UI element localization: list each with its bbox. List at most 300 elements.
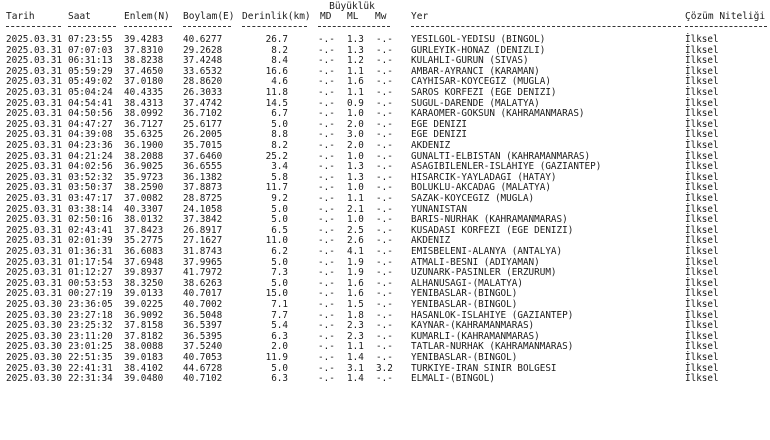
cell-derinlik: 16.6 — [265, 65, 288, 77]
cell-derinlik: 4.6 — [271, 76, 288, 88]
cell-boylam: 40.7053 — [183, 352, 223, 363]
cell-saat: 04:23:36 — [68, 140, 113, 151]
cell-yer: TURKIYE-IRAN SINIR BOLGESI — [411, 362, 557, 374]
cell-ml: 1.3 — [347, 34, 364, 45]
cell-tarih: 2025.03.30 — [6, 352, 62, 363]
cell-boylam: 26.2005 — [183, 129, 223, 141]
cell-boylam: 37.8873 — [183, 182, 223, 194]
cell-derinlik: 6.2 — [271, 246, 288, 257]
cell-cozum: İlksel — [685, 299, 719, 310]
cell-enlem: 38.8238 — [124, 55, 164, 67]
cell-yer: YENIBASLAR-(BINGOL) — [411, 299, 518, 310]
cell-enlem: 36.6083 — [124, 246, 164, 257]
cell-ml: 1.3 — [347, 161, 364, 173]
header-md: MD — [320, 11, 332, 22]
cell-derinlik: 25.2 — [265, 150, 288, 162]
cell-enlem: 35.6325 — [124, 129, 164, 141]
cell-derinlik: 5.0 — [271, 277, 288, 289]
cell-saat: 04:50:56 — [68, 108, 113, 120]
cell-cozum: İlksel — [685, 256, 719, 268]
cell-saat: 04:54:41 — [68, 97, 113, 109]
cell-mw: -.- — [376, 44, 393, 56]
cell-md: -.- — [318, 34, 335, 45]
cell-cozum: İlksel — [685, 118, 719, 130]
cell-ml: 1.6 — [347, 277, 364, 289]
cell-yer: ALHANUSAGI-(MALATYA) — [411, 277, 523, 289]
cell-tarih: 2025.03.31 — [6, 171, 62, 183]
header-divider-enlem — [124, 26, 172, 27]
cell-saat: 01:17:54 — [68, 256, 113, 268]
cell-boylam: 36.5395 — [183, 330, 223, 342]
cell-yer: HASANLOK-ISLAHIYE (GAZIANTEP) — [411, 309, 574, 321]
cell-cozum: İlksel — [685, 108, 719, 120]
cell-mw: -.- — [376, 309, 393, 321]
cell-tarih: 2025.03.31 — [6, 108, 62, 120]
cell-cozum: İlksel — [685, 214, 719, 226]
cell-tarih: 2025.03.31 — [6, 224, 62, 236]
cell-cozum: İlksel — [685, 97, 719, 109]
cell-boylam: 36.6555 — [183, 161, 223, 173]
cell-mw: -.- — [376, 299, 393, 310]
cell-md: -.- — [318, 129, 335, 141]
cell-boylam: 40.7102 — [183, 373, 223, 385]
cell-boylam: 31.8743 — [183, 246, 223, 257]
cell-mw: -.- — [376, 55, 393, 67]
cell-saat: 04:47:27 — [68, 118, 113, 130]
cell-boylam: 37.9965 — [183, 256, 223, 268]
cell-md: -.- — [318, 203, 335, 215]
cell-cozum: İlksel — [685, 182, 719, 194]
cell-md: -.- — [318, 352, 335, 363]
cell-ml: 1.6 — [347, 76, 364, 88]
cell-boylam: 36.7102 — [183, 108, 223, 120]
cell-mw: -.- — [376, 118, 393, 130]
cell-md: -.- — [318, 373, 335, 385]
cell-md: -.- — [318, 362, 335, 374]
cell-derinlik: 2.0 — [271, 341, 288, 353]
cell-saat: 05:59:29 — [68, 65, 113, 77]
cell-derinlik: 6.7 — [271, 108, 288, 120]
cell-boylam: 35.7015 — [183, 140, 223, 151]
header-cozum: Çözüm Niteliği — [685, 11, 766, 22]
cell-ml: 2.0 — [347, 118, 364, 130]
cell-derinlik: 26.7 — [265, 34, 288, 45]
cell-cozum: İlksel — [685, 277, 719, 289]
cell-md: -.- — [318, 224, 335, 236]
cell-md: -.- — [318, 299, 335, 310]
cell-yer: ELMALI-(BINGOL) — [411, 373, 495, 385]
cell-md: -.- — [318, 87, 335, 98]
cell-tarih: 2025.03.31 — [6, 235, 62, 247]
cell-enlem: 36.9092 — [124, 309, 164, 321]
cell-saat: 04:39:08 — [68, 129, 113, 141]
cell-derinlik: 5.0 — [271, 203, 288, 215]
cell-derinlik: 7.7 — [271, 309, 288, 321]
cell-mw: -.- — [376, 341, 393, 353]
header-divider-buyukluk — [318, 26, 390, 27]
cell-saat: 23:25:32 — [68, 320, 113, 332]
cell-mw: -.- — [376, 108, 393, 120]
cell-yer: ATMALI-BESNI (ADIYAMAN) — [411, 256, 540, 268]
cell-boylam: 24.1058 — [183, 203, 223, 215]
cell-saat: 23:27:18 — [68, 309, 113, 321]
cell-cozum: İlksel — [685, 362, 719, 374]
cell-yer: KULAHLI-GURUN (SIVAS) — [411, 55, 529, 67]
cell-derinlik: 6.3 — [271, 373, 288, 385]
cell-enlem: 38.3250 — [124, 277, 164, 289]
cell-cozum: İlksel — [685, 288, 719, 300]
cell-tarih: 2025.03.31 — [6, 129, 62, 141]
cell-ml: 1.0 — [347, 214, 364, 226]
cell-saat: 01:12:27 — [68, 267, 113, 279]
cell-md: -.- — [318, 161, 335, 173]
cell-derinlik: 5.0 — [271, 256, 288, 268]
cell-cozum: İlksel — [685, 352, 719, 363]
cell-tarih: 2025.03.31 — [6, 256, 62, 268]
cell-enlem: 39.8937 — [124, 267, 164, 279]
cell-saat: 07:07:03 — [68, 44, 113, 56]
cell-md: -.- — [318, 277, 335, 289]
cell-saat: 23:36:05 — [68, 299, 113, 310]
cell-cozum: İlksel — [685, 76, 719, 88]
cell-derinlik: 8.2 — [271, 44, 288, 56]
cell-boylam: 37.5240 — [183, 341, 223, 353]
header-divider-saat — [68, 26, 116, 27]
cell-tarih: 2025.03.31 — [6, 267, 62, 279]
cell-boylam: 25.6177 — [183, 118, 223, 130]
cell-tarih: 2025.03.31 — [6, 76, 62, 88]
cell-cozum: İlksel — [685, 129, 719, 141]
cell-md: -.- — [318, 235, 335, 247]
cell-mw: -.- — [376, 288, 393, 300]
cell-boylam: 33.6532 — [183, 65, 223, 77]
cell-enlem: 37.4650 — [124, 65, 164, 77]
header-derinlik: Derinlik(km) — [242, 11, 311, 22]
cell-mw: -.- — [376, 140, 393, 151]
cell-md: -.- — [318, 76, 335, 88]
cell-cozum: İlksel — [685, 55, 719, 67]
cell-mw: -.- — [376, 246, 393, 257]
cell-md: -.- — [318, 108, 335, 120]
cell-enlem: 40.4335 — [124, 87, 164, 98]
cell-mw: -.- — [376, 97, 393, 109]
cell-cozum: İlksel — [685, 140, 719, 151]
cell-enlem: 38.0088 — [124, 341, 164, 353]
header-ml: ML — [347, 11, 359, 22]
cell-mw: -.- — [376, 256, 393, 268]
cell-enlem: 39.0225 — [124, 299, 164, 310]
cell-mw: -.- — [376, 203, 393, 215]
cell-yer: YUNANISTAN — [411, 203, 467, 215]
cell-enlem: 36.1900 — [124, 140, 164, 151]
cell-boylam: 29.2628 — [183, 44, 223, 56]
cell-derinlik: 5.0 — [271, 118, 288, 130]
cell-tarih: 2025.03.31 — [6, 140, 62, 151]
cell-ml: 1.3 — [347, 171, 364, 183]
cell-enlem: 36.7127 — [124, 118, 164, 130]
cell-mw: -.- — [376, 161, 393, 173]
cell-md: -.- — [318, 97, 335, 109]
cell-mw: -.- — [376, 65, 393, 77]
cell-mw: -.- — [376, 373, 393, 385]
cell-saat: 06:31:13 — [68, 55, 113, 67]
header-divider-boylam — [183, 26, 231, 27]
cell-boylam: 36.5397 — [183, 320, 223, 332]
cell-cozum: İlksel — [685, 193, 719, 204]
cell-boylam: 37.4742 — [183, 97, 223, 109]
cell-derinlik: 5.0 — [271, 214, 288, 226]
cell-enlem: 40.3307 — [124, 203, 164, 215]
cell-enlem: 38.2590 — [124, 182, 164, 194]
cell-boylam: 37.4248 — [183, 55, 223, 67]
cell-mw: -.- — [376, 129, 393, 141]
cell-mw: -.- — [376, 267, 393, 279]
cell-ml: 1.0 — [347, 182, 364, 194]
cell-saat: 04:21:24 — [68, 150, 113, 162]
cell-boylam: 26.8917 — [183, 224, 223, 236]
header-boylam: Boylam(E) — [183, 11, 235, 22]
cell-saat: 02:50:16 — [68, 214, 113, 226]
cell-cozum: İlksel — [685, 171, 719, 183]
cell-derinlik: 6.5 — [271, 224, 288, 236]
header-divider-tarih — [6, 26, 61, 27]
cell-yer: UZUNARK-PASINLER (ERZURUM) — [411, 267, 557, 279]
cell-enlem: 37.6948 — [124, 256, 164, 268]
cell-tarih: 2025.03.31 — [6, 182, 62, 194]
cell-boylam: 38.6263 — [183, 277, 223, 289]
cell-md: -.- — [318, 65, 335, 77]
cell-cozum: İlksel — [685, 235, 719, 247]
cell-mw: -.- — [376, 182, 393, 194]
cell-ml: 2.3 — [347, 320, 364, 332]
cell-cozum: İlksel — [685, 373, 719, 385]
cell-cozum: İlksel — [685, 87, 719, 98]
cell-tarih: 2025.03.30 — [6, 373, 62, 385]
cell-tarih: 2025.03.31 — [6, 87, 62, 98]
cell-ml: 1.0 — [347, 150, 364, 162]
cell-saat: 00:27:19 — [68, 288, 113, 300]
cell-cozum: İlksel — [685, 330, 719, 342]
cell-boylam: 37.6460 — [183, 150, 223, 162]
cell-enlem: 37.8310 — [124, 44, 164, 56]
cell-tarih: 2025.03.31 — [6, 288, 62, 300]
cell-md: -.- — [318, 267, 335, 279]
cell-boylam: 28.8725 — [183, 193, 223, 204]
cell-yer: KARAOMER-GOKSUN (KAHRAMANMARAS) — [411, 108, 585, 120]
cell-derinlik: 5.8 — [271, 171, 288, 183]
cell-saat: 07:23:55 — [68, 34, 113, 45]
cell-yer: YENIBASLAR-(BINGOL) — [411, 288, 518, 300]
cell-saat: 05:04:24 — [68, 87, 113, 98]
cell-enlem: 39.4283 — [124, 34, 164, 45]
cell-saat: 03:52:32 — [68, 171, 113, 183]
cell-ml: 2.6 — [347, 235, 364, 247]
cell-yer: SAROS KORFEZI (EGE DENIZI) — [411, 87, 557, 98]
cell-tarih: 2025.03.31 — [6, 55, 62, 67]
cell-boylam: 36.1382 — [183, 171, 223, 183]
cell-yer: BARIS-NURHAK (KAHRAMANMARAS) — [411, 214, 568, 226]
cell-mw: -.- — [376, 277, 393, 289]
cell-derinlik: 3.4 — [271, 161, 288, 173]
cell-md: -.- — [318, 246, 335, 257]
cell-boylam: 40.6277 — [183, 34, 223, 45]
cell-ml: 0.9 — [347, 97, 364, 109]
header-divider-derinlik — [242, 26, 307, 27]
cell-derinlik: 11.7 — [265, 182, 288, 194]
cell-derinlik: 11.9 — [265, 352, 288, 363]
cell-ml: 2.0 — [347, 140, 364, 151]
cell-saat: 03:50:37 — [68, 182, 113, 194]
cell-ml: 2.5 — [347, 224, 364, 236]
cell-saat: 05:49:02 — [68, 76, 113, 88]
cell-yer: AKDENIZ — [411, 235, 451, 247]
cell-tarih: 2025.03.31 — [6, 203, 62, 215]
cell-derinlik: 5.4 — [271, 320, 288, 332]
header-divider-cozum — [685, 26, 767, 27]
cell-enlem: 38.0992 — [124, 108, 164, 120]
cell-enlem: 36.9025 — [124, 161, 164, 173]
cell-tarih: 2025.03.31 — [6, 214, 62, 226]
cell-enlem: 38.4102 — [124, 362, 164, 374]
cell-yer: YENIBASLAR-(BINGOL) — [411, 352, 518, 363]
cell-enlem: 37.0082 — [124, 193, 164, 204]
cell-derinlik: 8.4 — [271, 55, 288, 67]
cell-md: -.- — [318, 118, 335, 130]
cell-yer: EGE DENIZI — [411, 129, 467, 141]
cell-ml: 2.1 — [347, 203, 364, 215]
cell-cozum: İlksel — [685, 320, 719, 332]
cell-enlem: 35.9723 — [124, 171, 164, 183]
cell-cozum: İlksel — [685, 224, 719, 236]
cell-derinlik: 11.0 — [265, 235, 288, 247]
cell-boylam: 26.3033 — [183, 87, 223, 98]
cell-md: -.- — [318, 182, 335, 194]
cell-derinlik: 9.2 — [271, 193, 288, 204]
cell-cozum: İlksel — [685, 34, 719, 45]
cell-boylam: 41.7972 — [183, 267, 223, 279]
cell-yer: EMISBELENI-ALANYA (ANTALYA) — [411, 246, 563, 257]
cell-derinlik: 5.0 — [271, 362, 288, 374]
cell-saat: 22:31:34 — [68, 373, 113, 385]
cell-tarih: 2025.03.31 — [6, 246, 62, 257]
cell-derinlik: 15.0 — [265, 288, 288, 300]
cell-ml: 1.3 — [347, 44, 364, 56]
cell-mw: -.- — [376, 34, 393, 45]
cell-mw: -.- — [376, 352, 393, 363]
cell-tarih: 2025.03.31 — [6, 118, 62, 130]
cell-md: -.- — [318, 193, 335, 204]
cell-md: -.- — [318, 341, 335, 353]
cell-md: -.- — [318, 288, 335, 300]
cell-md: -.- — [318, 44, 335, 56]
cell-tarih: 2025.03.31 — [6, 65, 62, 77]
cell-tarih: 2025.03.31 — [6, 193, 62, 204]
cell-yer: KUSADASI KORFEZI (EGE DENIZI) — [411, 224, 574, 236]
cell-tarih: 2025.03.30 — [6, 341, 62, 353]
cell-cozum: İlksel — [685, 246, 719, 257]
cell-enlem: 37.0180 — [124, 76, 164, 88]
cell-tarih: 2025.03.30 — [6, 320, 62, 332]
header-buyukluk: Büyüklük — [329, 1, 375, 12]
cell-cozum: İlksel — [685, 341, 719, 353]
cell-ml: 1.0 — [347, 108, 364, 120]
cell-boylam: 28.8620 — [183, 76, 223, 88]
cell-ml: 1.6 — [347, 288, 364, 300]
cell-mw: -.- — [376, 171, 393, 183]
cell-ml: 1.4 — [347, 352, 364, 363]
cell-cozum: İlksel — [685, 150, 719, 162]
cell-ml: 1.8 — [347, 309, 364, 321]
cell-md: -.- — [318, 55, 335, 67]
cell-md: -.- — [318, 171, 335, 183]
cell-boylam: 27.1627 — [183, 235, 223, 247]
cell-cozum: İlksel — [685, 44, 719, 56]
cell-saat: 04:02:56 — [68, 161, 113, 173]
cell-yer: YESILGOL-YEDISU (BINGOL) — [411, 34, 546, 45]
cell-enlem: 38.0132 — [124, 214, 164, 226]
cell-yer: AMBAR-AYRANCI (KARAMAN) — [411, 65, 540, 77]
cell-enlem: 39.0133 — [124, 288, 164, 300]
cell-derinlik: 8.8 — [271, 129, 288, 141]
cell-tarih: 2025.03.31 — [6, 161, 62, 173]
header-enlem: Enlem(N) — [124, 11, 170, 22]
cell-ml: 1.2 — [347, 55, 364, 67]
header-yer: Yer — [411, 11, 429, 22]
cell-md: -.- — [318, 140, 335, 151]
cell-ml: 4.1 — [347, 246, 364, 257]
cell-boylam: 44.6728 — [183, 362, 223, 374]
cell-cozum: İlksel — [685, 203, 719, 215]
cell-yer: GUNALTI-ELBISTAN (KAHRAMANMARAS) — [411, 150, 591, 162]
cell-enlem: 37.8423 — [124, 224, 164, 236]
cell-enlem: 35.2775 — [124, 235, 164, 247]
cell-yer: KAYNAR-(KAHRAMANMARAS) — [411, 320, 535, 332]
cell-md: -.- — [318, 256, 335, 268]
cell-saat: 02:01:39 — [68, 235, 113, 247]
cell-tarih: 2025.03.30 — [6, 299, 62, 310]
cell-tarih: 2025.03.31 — [6, 277, 62, 289]
cell-boylam: 40.7017 — [183, 288, 223, 300]
cell-mw: 3.2 — [376, 362, 393, 374]
cell-yer: SAZAK-KOYCEGIZ (MUGLA) — [411, 193, 535, 204]
cell-tarih: 2025.03.31 — [6, 150, 62, 162]
cell-yer: AKDENIZ — [411, 140, 451, 151]
cell-saat: 22:41:31 — [68, 362, 113, 374]
cell-ml: 1.1 — [347, 341, 364, 353]
cell-saat: 01:36:31 — [68, 246, 113, 257]
cell-mw: -.- — [376, 214, 393, 226]
cell-tarih: 2025.03.30 — [6, 362, 62, 374]
cell-saat: 03:47:17 — [68, 193, 113, 204]
cell-tarih: 2025.03.30 — [6, 309, 62, 321]
cell-saat: 03:38:14 — [68, 203, 113, 215]
cell-ml: 1.1 — [347, 193, 364, 204]
cell-mw: -.- — [376, 235, 393, 247]
cell-yer: BOLUKLU-AKCADAG (MALATYA) — [411, 182, 551, 194]
cell-yer: EGE DENIZI — [411, 118, 467, 130]
header-divider-yer — [411, 26, 681, 27]
cell-saat: 02:43:41 — [68, 224, 113, 236]
cell-yer: GURLEYIK-HONAZ (DENIZLI) — [411, 44, 546, 56]
cell-ml: 1.1 — [347, 65, 364, 77]
header-tarih: Tarih — [6, 11, 35, 22]
cell-mw: -.- — [376, 320, 393, 332]
cell-boylam: 37.3842 — [183, 214, 223, 226]
cell-enlem: 37.8182 — [124, 330, 164, 342]
cell-derinlik: 7.3 — [271, 267, 288, 279]
cell-ml: 1.5 — [347, 299, 364, 310]
cell-md: -.- — [318, 330, 335, 342]
